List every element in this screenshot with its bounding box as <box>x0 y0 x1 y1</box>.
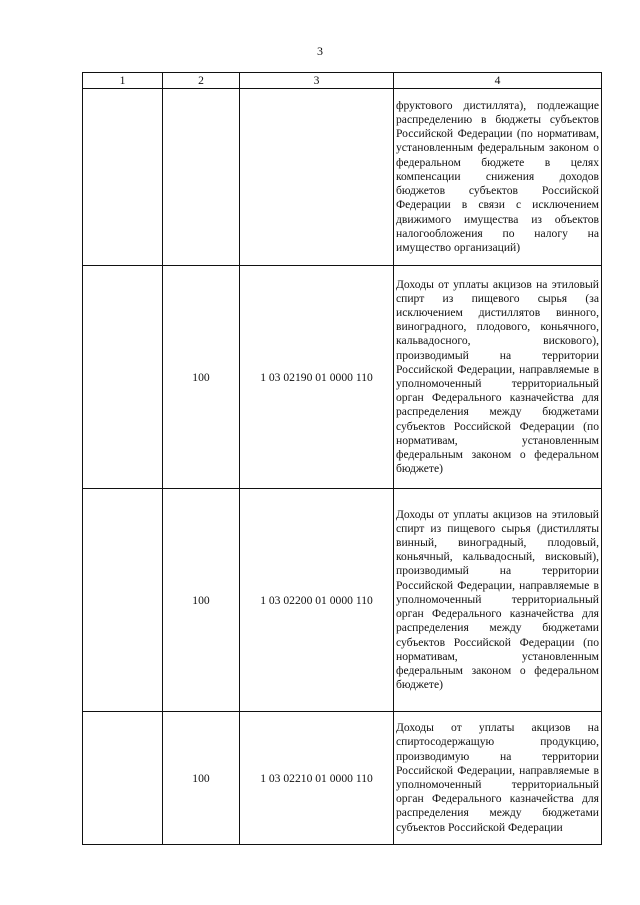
table-row <box>83 89 602 266</box>
row-cell-description <box>394 489 602 712</box>
row-cell-admin-code: 100 <box>163 266 240 489</box>
column-header-3: 3 <box>240 73 394 89</box>
row-cell-admin-code <box>163 89 240 266</box>
row-cell-col1 <box>83 712 163 845</box>
table-row <box>83 712 602 845</box>
column-header-1: 1 <box>83 73 163 89</box>
description-text: фруктового дистиллята), подлежащие распределению в бюджеты субъектов Российской Федерации (по нормативам, установленным федеральным законом о федеральном бюджете в целях компенсации снижения доходов бюджетов субъектов Российской Федерации в связи с исключением движимого имущества из объектов налогообложения по налогу на имущество организаций) <box>396 98 599 254</box>
revenue-classification-table <box>82 72 602 845</box>
row-cell-revenue-code: 1 03 02200 01 0000 110 <box>240 489 394 712</box>
column-header-4: 4 <box>394 73 602 89</box>
table-header-row <box>83 73 602 89</box>
row-cell-revenue-code <box>240 89 394 266</box>
row-cell-col1 <box>83 89 163 266</box>
description-text: Доходы от уплаты акцизов на этиловый спирт из пищевого сырья (дистилляты винный, виноградный, плодовый, коньячный, кальвадосный, висковый), производимый на территории Российской Федерации, направляемые в уполномоченный территориальный орган Федерального казначейства для распределения между бюджетами субъектов Российской Федерации (по нормативам, установленным федеральным законом о федеральном бюджете) <box>396 507 599 692</box>
table-row <box>83 489 602 712</box>
row-cell-description <box>394 266 602 489</box>
table-row <box>83 266 602 489</box>
row-cell-revenue-code: 1 03 02210 01 0000 110 <box>240 712 394 845</box>
row-cell-admin-code: 100 <box>163 712 240 845</box>
row-cell-col1 <box>83 266 163 489</box>
description-text: Доходы от уплаты акцизов на спиртосодержащую продукцию, производимую на территории Российской Федерации, направляемые в уполномоченный территориальный орган Федерального казначейства для распределения между бюджетами субъектов Российской Федерации <box>396 721 599 834</box>
description-text: Доходы от уплаты акцизов на этиловый спирт из пищевого сырья (за исключением дистиллятов винного, виноградного, плодового, коньячного, кальвадосного, вискового), производимый на территории Российской Федерации, направляемые в уполномоченный территориальный орган Федерального казначейства для распределения между бюджетами субъектов Российской Федерации (по нормативам, установленным федеральным законом о федеральном бюджете) <box>396 277 599 476</box>
row-cell-description <box>394 712 602 845</box>
row-cell-revenue-code: 1 03 02190 01 0000 110 <box>240 266 394 489</box>
column-header-2: 2 <box>163 73 240 89</box>
row-cell-description <box>394 89 602 266</box>
row-cell-col1 <box>83 489 163 712</box>
row-cell-admin-code: 100 <box>163 489 240 712</box>
page-number: 3 <box>317 44 323 58</box>
